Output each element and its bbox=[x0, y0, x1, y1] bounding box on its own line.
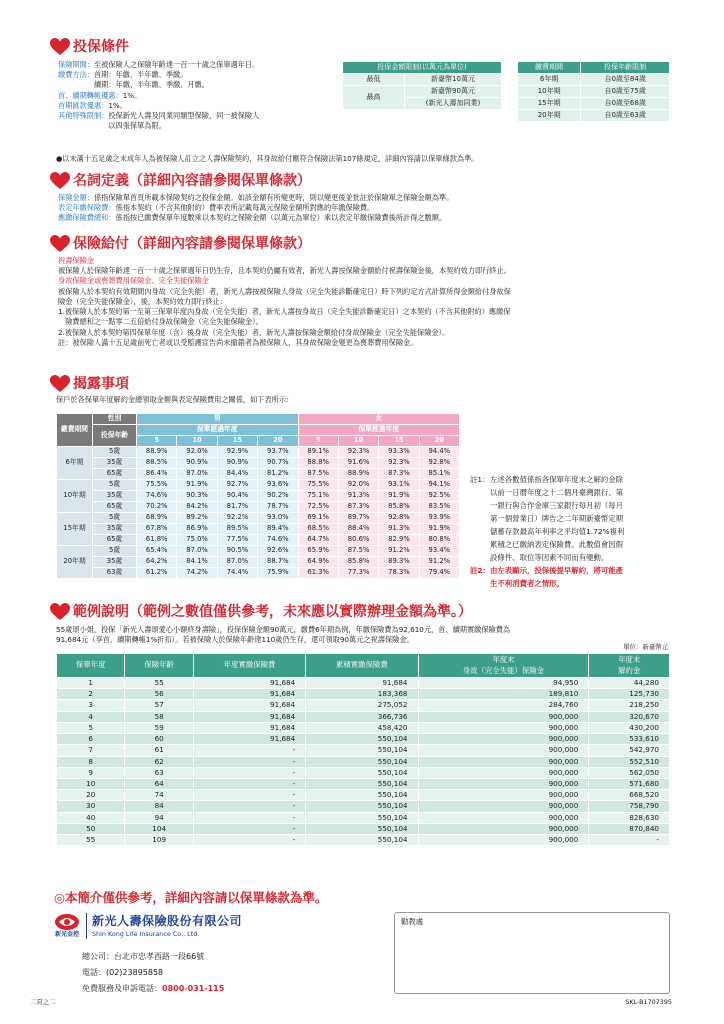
ratio-cell: 93.7% bbox=[258, 447, 298, 458]
ratio-cell: 93.1% bbox=[379, 480, 419, 491]
table-cell: 109 bbox=[125, 835, 193, 846]
ratio-cell: 74.4% bbox=[217, 568, 257, 579]
ratio-cell: 87.3% bbox=[379, 469, 419, 480]
ratio-cell: 61.2% bbox=[137, 568, 177, 579]
table-row bbox=[57, 711, 670, 722]
ratio-cell: 91.9% bbox=[379, 491, 419, 502]
ratio-cell: 91.9% bbox=[419, 524, 459, 535]
issue-age: 35歲 bbox=[93, 458, 137, 469]
ratio-cell: 87.0% bbox=[217, 557, 257, 568]
ratio-cell: 89.5% bbox=[217, 524, 257, 535]
heart-icon bbox=[50, 603, 70, 621]
distributor-box: 勸教處 bbox=[394, 912, 670, 994]
table-row bbox=[57, 535, 460, 546]
table-cell: 550,104 bbox=[306, 835, 418, 846]
table-cell: 900,000 bbox=[418, 801, 589, 812]
ratio-cell: 87.5% bbox=[298, 469, 338, 480]
table-row bbox=[57, 734, 670, 745]
ratio-cell: 89.3% bbox=[379, 557, 419, 568]
issue-age: 63歲 bbox=[93, 568, 137, 579]
ratio-cell: 86.4% bbox=[137, 469, 177, 480]
table-cell: 900,000 bbox=[418, 767, 589, 778]
table-cell: 900,000 bbox=[418, 756, 589, 767]
table-row bbox=[57, 447, 460, 458]
table-cell: 218,250 bbox=[589, 700, 670, 711]
ratio-cell: 92.7% bbox=[217, 480, 257, 491]
table-cell: 91,684 bbox=[193, 711, 305, 722]
table-cell: 189,810 bbox=[418, 689, 589, 700]
table-cell: 828,630 bbox=[589, 812, 670, 823]
ratio-cell: 84.4% bbox=[217, 469, 257, 480]
ratio-cell: 92.5% bbox=[419, 491, 459, 502]
table-cell: 900,000 bbox=[418, 778, 589, 789]
ratio-cell: 91.2% bbox=[379, 546, 419, 557]
ratio-cell: 85.1% bbox=[419, 469, 459, 480]
column-header: 保單年度 bbox=[57, 654, 125, 678]
ratio-cell: 77.5% bbox=[217, 535, 257, 546]
ratio-cell: 90.9% bbox=[177, 458, 217, 469]
conditions-list: 保險期間：至被保險人之保險年齡達一百一十歲之保單週年日。 繳費方法：首期：年繳、半年繳、季繳。 續期：年繳、半年繳、季繳、月繳。 首、續期轉帳優惠：1%。 首期匯款優惠：1%。 其他特殊限制：投保新光人壽及同業同類型保險，同一被保險人 以四張保單為限。 bbox=[58, 60, 260, 131]
ratio-cell: 65.4% bbox=[137, 546, 177, 557]
table-cell: 94,950 bbox=[418, 678, 589, 689]
issue-age: 65歲 bbox=[93, 469, 137, 480]
table-cell: 91,684 bbox=[306, 678, 418, 689]
ratio-cell: 77.3% bbox=[338, 568, 378, 579]
ratio-cell: 92.3% bbox=[379, 458, 419, 469]
table-cell: 900,000 bbox=[418, 812, 589, 823]
ratio-cell: 64.7% bbox=[298, 535, 338, 546]
ratio-cell: 84.1% bbox=[177, 557, 217, 568]
policy-year-header: 20 bbox=[419, 436, 459, 447]
example-table bbox=[56, 653, 670, 846]
ratio-cell: 81.7% bbox=[217, 502, 257, 513]
ratio-cell: 64.9% bbox=[298, 557, 338, 568]
table-cell: 900,000 bbox=[418, 823, 589, 834]
heart-icon bbox=[50, 235, 70, 253]
section-title: 保險給付（詳細內容請參閱保單條款） bbox=[50, 235, 672, 253]
payment-term: 6年期 bbox=[57, 447, 93, 480]
table-cell: 91,684 bbox=[193, 722, 305, 733]
ratio-cell: 88.5% bbox=[137, 458, 177, 469]
policy-year-header: 5 bbox=[298, 436, 338, 447]
column-header: 累積實繳保險費 bbox=[306, 654, 418, 678]
heart-icon bbox=[50, 172, 70, 190]
issue-age: 35歲 bbox=[93, 491, 137, 502]
disclosure-notes: 註1： 左述各數值係指各保單年度末之解約金除 以前一日曆年度之十二個月臺灣銀行、第 一銀行與合作金庫三家銀行每月初（每月 第一個營業日）牌告之二年期新臺幣定期 儲蓄存款最高年利率之平均值1.72%複利 累積之已繳納表定保險費。此數值會因假 設條件、取位等因素不同而有變動。 註2： 由左表顯示，投保後提早解約，將可能產 生不利消費者之情形。 bbox=[470, 475, 625, 588]
table-cell: - bbox=[193, 823, 305, 834]
ratio-cell: 93.9% bbox=[419, 513, 459, 524]
ratio-cell: 75.5% bbox=[298, 480, 338, 491]
table-cell: 30 bbox=[57, 801, 125, 812]
policy-year-header: 10 bbox=[338, 436, 378, 447]
ratio-cell: 80.8% bbox=[419, 535, 459, 546]
heart-icon bbox=[50, 375, 70, 393]
table-row bbox=[57, 745, 670, 756]
ratio-cell: 74.6% bbox=[258, 535, 298, 546]
table-cell: 10 bbox=[57, 778, 125, 789]
policy-year-header: 15 bbox=[217, 436, 257, 447]
table-row bbox=[57, 823, 670, 834]
ratio-cell: 90.9% bbox=[217, 458, 257, 469]
table-row bbox=[57, 458, 460, 469]
table-cell: 5 bbox=[57, 722, 125, 733]
table-row bbox=[57, 678, 670, 689]
table-cell: 50 bbox=[57, 823, 125, 834]
table-cell: 552,510 bbox=[589, 756, 670, 767]
table-cell: 74 bbox=[125, 790, 193, 801]
table-cell: 183,368 bbox=[306, 689, 418, 700]
ratio-cell: 88.9% bbox=[338, 469, 378, 480]
table-cell: 550,104 bbox=[306, 778, 418, 789]
ratio-cell: 75.9% bbox=[258, 568, 298, 579]
table-cell: 104 bbox=[125, 823, 193, 834]
ratio-cell: 88.4% bbox=[338, 524, 378, 535]
ratio-cell: 90.5% bbox=[217, 546, 257, 557]
ratio-cell: 89.1% bbox=[298, 447, 338, 458]
company-name: 新光人壽保險股份有限公司 bbox=[92, 914, 243, 929]
ratio-cell: 94.4% bbox=[419, 447, 459, 458]
payment-term: 10年期 bbox=[57, 480, 93, 513]
table-cell: 60 bbox=[125, 734, 193, 745]
table-cell: 57 bbox=[125, 700, 193, 711]
ratio-cell: 79.4% bbox=[419, 568, 459, 579]
section-title: 名詞定義（詳細內容請參閱保單條款） bbox=[50, 172, 672, 190]
ratio-cell: 78.7% bbox=[258, 502, 298, 513]
issue-age: 5歲 bbox=[93, 447, 137, 458]
table-cell: 91,684 bbox=[193, 734, 305, 745]
ratio-cell: 91.6% bbox=[338, 458, 378, 469]
table-cell: 900,000 bbox=[418, 734, 589, 745]
ratio-cell: 61.3% bbox=[298, 568, 338, 579]
table-cell: - bbox=[193, 745, 305, 756]
table-cell: 284,760 bbox=[418, 700, 589, 711]
table-cell: 8 bbox=[57, 756, 125, 767]
table-cell: 94 bbox=[125, 812, 193, 823]
ratio-cell: 74.2% bbox=[177, 568, 217, 579]
ratio-cell: 85.8% bbox=[338, 557, 378, 568]
table-cell: 900,000 bbox=[418, 790, 589, 801]
ratio-cell: 89.4% bbox=[258, 524, 298, 535]
payment-term: 15年期 bbox=[57, 513, 93, 546]
table-cell: 63 bbox=[125, 767, 193, 778]
company-logo: 新光金控 新光人壽保險股份有限公司 Shin Kong Life Insurance Co., Ltd. bbox=[54, 914, 243, 939]
table-cell: 64 bbox=[125, 778, 193, 789]
issue-age: 35歲 bbox=[93, 557, 137, 568]
issue-age: 5歲 bbox=[93, 513, 137, 524]
table-cell: 7 bbox=[57, 745, 125, 756]
benefits-text: 祝壽保險金 被保險人於保險年齡達一百一十歲之保單週年日仍生存，且本契約仍屬有效者，新光人壽按保險金額給付祝壽保險金後，本契約效力即行終止。 身故保險金或喪葬費用保險金、完全失能保險金 被保險人於本契約有效期間內身故（完全失能）者，新光人壽按被保險人身故（完全失能診斷確定日）時下列約定方式計算所得金額給付身故保 險金（完全失能保險金），後，本契約效力即行終止： 1.被保險人於本契約第一至第三保單年度內身故（完全失能）者，新光人壽按身故日（完全失能診斷確定日）之本契約（不含其他附約）應繳保 險費總和之一點零二五倍給付身故保險金（完全失能保險金）。 2.被保險人於本契約第四保單年度（含）後身故（完全失能）者，新光人壽按保險金額給付身故保險金（完全失能保險金）。 註：被保險人滿十五足歲前死亡者或以受監護宣告尚未撤銷者為被保險人，其身故保險金變更為喪葬費用保險金。 bbox=[58, 256, 511, 347]
ratio-cell: 93.0% bbox=[258, 513, 298, 524]
table-cell: 458,420 bbox=[306, 722, 418, 733]
ratio-cell: 74.6% bbox=[137, 491, 177, 502]
ratio-cell: 92.2% bbox=[217, 513, 257, 524]
ratio-cell: 92.3% bbox=[338, 447, 378, 458]
table-row bbox=[57, 491, 460, 502]
issue-age: 5歲 bbox=[93, 480, 137, 491]
section-application-conditions bbox=[50, 38, 672, 163]
table-cell: 870,840 bbox=[589, 823, 670, 834]
issue-age: 65歲 bbox=[93, 502, 137, 513]
note-1: 左述各數值係指各保單年度末之解約金除 以前一日曆年度之十二個月臺灣銀行、第 一銀行與合作金庫三家銀行每月初（每月 第一個營業日）牌告之二年期新臺幣定期 儲蓄存款最高年利率之平均值1.72%複利 累積之已繳納表定保險費。此數值會因假 設條件、取位等因素不同而有變動。 bbox=[490, 475, 625, 562]
note-2: 由左表顯示，投保後提早解約，將可能產 生不利消費者之情形。 bbox=[490, 566, 624, 588]
ratio-cell: 68.9% bbox=[137, 513, 177, 524]
section-title: 投保條件 bbox=[50, 38, 672, 56]
policy-year-header: 20 bbox=[258, 436, 298, 447]
sum-insured-limit-table: 投保金額限制(以萬元為單位) 最低 新臺幣10萬元 最高 新臺幣90萬元 (新光人壽加同業) bbox=[342, 61, 502, 110]
table-cell: 44,280 bbox=[589, 678, 670, 689]
ratio-cell: 91.3% bbox=[379, 524, 419, 535]
page-number: 二頁之二 bbox=[30, 998, 56, 1006]
table-cell: 3 bbox=[57, 700, 125, 711]
section-title: 揭露事項 bbox=[50, 375, 672, 393]
ratio-cell: 89.7% bbox=[338, 513, 378, 524]
table-cell: 84 bbox=[125, 801, 193, 812]
table-cell: - bbox=[193, 790, 305, 801]
table-row bbox=[57, 756, 670, 767]
column-header: 年度末 身故（完全失能）保險金 bbox=[418, 654, 589, 678]
table-cell: 59 bbox=[125, 722, 193, 733]
table-row bbox=[57, 513, 460, 524]
column-header: 年度實繳保險費 bbox=[193, 654, 305, 678]
policy-year-header: 10 bbox=[177, 436, 217, 447]
table-cell: 320,670 bbox=[589, 711, 670, 722]
payment-term: 20年期 bbox=[57, 546, 93, 579]
ratio-cell: 91.2% bbox=[419, 557, 459, 568]
table-cell: 900,000 bbox=[418, 745, 589, 756]
table-cell: 9 bbox=[57, 767, 125, 778]
ratio-cell: 75.0% bbox=[177, 535, 217, 546]
table-cell: - bbox=[193, 801, 305, 812]
table-cell: 366,736 bbox=[306, 711, 418, 722]
table-cell: 550,104 bbox=[306, 756, 418, 767]
ratio-cell: 91.3% bbox=[338, 491, 378, 502]
table-cell: - bbox=[193, 835, 305, 846]
table-row bbox=[57, 700, 670, 711]
table-cell: 550,104 bbox=[306, 812, 418, 823]
table-cell: 2 bbox=[57, 689, 125, 700]
disclosure-intro: 保戶於各保單年度解約金總領取金額與表定保險費用之關係，如下表所示： bbox=[56, 395, 294, 404]
ratio-cell: 67.8% bbox=[137, 524, 177, 535]
minor-note: ●以未滿十五足歲之未成年人為被保險人訂立之人壽保險契約，其身故給付應符合保險法第107條規定，詳細內容請以保單條款為準。 bbox=[56, 154, 479, 163]
table-cell: - bbox=[589, 835, 670, 846]
ratio-cell: 87.5% bbox=[338, 546, 378, 557]
ratio-cell: 92.8% bbox=[379, 513, 419, 524]
ratio-cell: 82.9% bbox=[379, 535, 419, 546]
ratio-cell: 64.2% bbox=[137, 557, 177, 568]
table-cell: 758,790 bbox=[589, 801, 670, 812]
ratio-cell: 81.2% bbox=[258, 469, 298, 480]
ratio-cell: 90.7% bbox=[258, 458, 298, 469]
table-cell: 55 bbox=[125, 678, 193, 689]
ratio-cell: 86.9% bbox=[177, 524, 217, 535]
table-cell: 91,684 bbox=[193, 689, 305, 700]
issue-age: 35歲 bbox=[93, 524, 137, 535]
company-name-en: Shin Kong Life Insurance Co., Ltd. bbox=[92, 930, 200, 939]
table-cell: 550,104 bbox=[306, 734, 418, 745]
section-title: 範例說明（範例之數值僅供參考，未來應以實際辦理金額為準。） bbox=[50, 603, 672, 621]
section-definitions bbox=[50, 172, 672, 224]
table-cell: 125,730 bbox=[589, 689, 670, 700]
table-row bbox=[57, 801, 670, 812]
table-cell: 20 bbox=[57, 790, 125, 801]
table-cell: - bbox=[193, 756, 305, 767]
ratio-cell: 87.3% bbox=[338, 502, 378, 513]
table-cell: - bbox=[193, 812, 305, 823]
ratio-cell: 61.8% bbox=[137, 535, 177, 546]
table-cell: 533,610 bbox=[589, 734, 670, 745]
ratio-cell: 80.6% bbox=[338, 535, 378, 546]
table-cell: 562,050 bbox=[589, 767, 670, 778]
table-cell: 900,000 bbox=[418, 835, 589, 846]
table-cell: 6 bbox=[57, 734, 125, 745]
table-cell: 55 bbox=[57, 835, 125, 846]
ratio-cell: 90.2% bbox=[258, 491, 298, 502]
section-example bbox=[50, 603, 672, 845]
definitions-list: 保險金額：係指保險單首頁所載本保險契約之投保金額。如該金額有所變更時，則以變更後並批註於保險單之保險金額為準。 表定年繳保險費：係指本契約（不含其他附約）費率表所記載每萬元保險金額所對應的年繳保險費。 應繳保險費總和：係指按已繳費保單年度數乘以本契約之保險金額（以萬元為單位）乘以表定年繳保險費後所計得之數額。 bbox=[58, 193, 454, 223]
table-cell: 56 bbox=[125, 689, 193, 700]
ratio-cell: 72.5% bbox=[298, 502, 338, 513]
ratio-cell: 75.1% bbox=[298, 491, 338, 502]
contact-info: 總公司：台北市忠孝西路一段66號 電話：(02)23895858 免費服務及申訴電話：0800-031-115 bbox=[82, 952, 225, 993]
table-cell: 40 bbox=[57, 812, 125, 823]
ratio-cell: 69.1% bbox=[298, 513, 338, 524]
ratio-cell: 94.1% bbox=[419, 480, 459, 491]
table-cell: 900,000 bbox=[418, 722, 589, 733]
table-cell: - bbox=[193, 767, 305, 778]
table-row bbox=[57, 767, 670, 778]
column-header: 年度末 解約金 bbox=[589, 654, 670, 678]
table-row bbox=[57, 778, 670, 789]
unit-label: 單位：新臺幣元 bbox=[623, 643, 668, 651]
table-cell: 91,684 bbox=[193, 678, 305, 689]
ratio-cell: 70.2% bbox=[137, 502, 177, 513]
table-cell: 275,052 bbox=[306, 700, 418, 711]
ratio-cell: 89.2% bbox=[177, 513, 217, 524]
ratio-cell: 91.9% bbox=[177, 480, 217, 491]
table-cell: 91,684 bbox=[193, 700, 305, 711]
ratio-cell: 65.9% bbox=[298, 546, 338, 557]
section-benefits bbox=[50, 235, 672, 348]
table-row bbox=[57, 524, 460, 535]
table-row bbox=[57, 502, 460, 513]
policy-year-header: 5 bbox=[137, 436, 177, 447]
ratio-cell: 87.0% bbox=[177, 546, 217, 557]
heart-icon bbox=[50, 38, 70, 56]
document-code: SKL-B1707395 bbox=[625, 998, 672, 1006]
surrender-ratio-table: 繳費期間 性別 男 女 投保年齡 保單經過年度 保單經過年度 5 10 15 20 5 10 15 20 6年期 5歲 88.9% 92.0% 92.9% 93.7% 89.1% 92.3% 93.3% 94.4% 35歲 88.5% 90.9% 90.9% 90.7% 88.8% 91.6% 92.3% 92.8% 65歲 86.4% 87.0% 84.4% 81.2% 87.5% 88.9% 87.3% 85.1% 10年期 5歲 75.5% 91.9% 92.7% 93.6% 75.5% 92.0% 93.1% 94.1% 35歲 74.6% 90.3% 90.4% 90.2% 75.1% 91.3% 91.9% 92.5% 65歲 70.2% 84.2% 81.7% 78.7% 72.5% 87.3% 85.8% 83.5% 15年期 5歲 68.9% 89.2% 92.2% 93.0% 69.1% 89.7% 92.8% 93.9% 35歲 67.8% 86.9% 89.5% 89.4% 68.5% 88.4% 91.3% 91.9% 65歲 61.8% 75.0% 77.5% 74.6% 64.7% 80.6% 82.9% 80.8% 20年期 5歲 65.4% 87.0% 90.5% 92.6% 65.9% 87.5% 91.2% 93.4% 35歲 64.2% 84.1% 87.0% 88.7% 64.9% 85.8% 89.3% 91.2% 63歲 61.2% 74.2% 74.4% 75.9% 61.3% 77.3% 78.3% 79.4% bbox=[56, 413, 460, 579]
ratio-cell: 85.8% bbox=[379, 502, 419, 513]
table-cell: 62 bbox=[125, 756, 193, 767]
table-cell: 550,104 bbox=[306, 823, 418, 834]
table-cell: 550,104 bbox=[306, 745, 418, 756]
policy-year-header: 15 bbox=[379, 436, 419, 447]
table-cell: 542,970 bbox=[589, 745, 670, 756]
ratio-cell: 84.2% bbox=[177, 502, 217, 513]
column-header: 保險年齡 bbox=[125, 654, 193, 678]
ratio-cell: 90.3% bbox=[177, 491, 217, 502]
table-cell: 550,104 bbox=[306, 801, 418, 812]
ratio-cell: 90.4% bbox=[217, 491, 257, 502]
ratio-cell: 93.6% bbox=[258, 480, 298, 491]
table-cell: 58 bbox=[125, 711, 193, 722]
table-row bbox=[57, 480, 460, 491]
table-row bbox=[57, 812, 670, 823]
table-cell: 900,000 bbox=[418, 711, 589, 722]
ratio-cell: 92.8% bbox=[419, 458, 459, 469]
ratio-cell: 68.5% bbox=[298, 524, 338, 535]
ratio-cell: 92.0% bbox=[177, 447, 217, 458]
ratio-cell: 88.9% bbox=[137, 447, 177, 458]
table-row bbox=[57, 722, 670, 733]
ratio-cell: 88.7% bbox=[258, 557, 298, 568]
ratio-cell: 92.6% bbox=[258, 546, 298, 557]
table-cell: 571,680 bbox=[589, 778, 670, 789]
example-description: 55歲頌小姐，投保「新光人壽頌愛心小額終身壽險」，投保保險金額90萬元，繳費6年期為例，年繳保險費為92,610元，首、續期實繳保險費為 91,684元（享首、續期轉帳1%折扣）。若被保險人於保險年齡達110歲仍生存，還可領取90萬元之祝壽保險金。 bbox=[56, 625, 511, 645]
shin-kong-logo-icon bbox=[54, 913, 80, 931]
section-disclosure bbox=[50, 375, 672, 588]
ratio-cell: 78.3% bbox=[379, 568, 419, 579]
table-row bbox=[57, 557, 460, 568]
issue-age: 5歲 bbox=[93, 546, 137, 557]
table-cell: 668,520 bbox=[589, 790, 670, 801]
table-cell: 430,200 bbox=[589, 722, 670, 733]
hotline-number[interactable]: 0800-031-115 bbox=[162, 984, 225, 993]
table-row bbox=[57, 469, 460, 480]
table-cell: 1 bbox=[57, 678, 125, 689]
ratio-cell: 93.3% bbox=[379, 447, 419, 458]
issue-age: 65歲 bbox=[93, 535, 137, 546]
ratio-cell: 87.0% bbox=[177, 469, 217, 480]
ratio-cell: 75.5% bbox=[137, 480, 177, 491]
ratio-cell: 88.8% bbox=[298, 458, 338, 469]
table-cell: - bbox=[193, 778, 305, 789]
ratio-cell: 92.0% bbox=[338, 480, 378, 491]
ratio-cell: 83.5% bbox=[419, 502, 459, 513]
table-row bbox=[57, 790, 670, 801]
disclaimer: ◎本簡介僅供參考，詳細內容請以保單條款為準。 bbox=[54, 890, 328, 905]
ratio-cell: 93.4% bbox=[419, 546, 459, 557]
table-row bbox=[57, 835, 670, 846]
table-cell: 4 bbox=[57, 711, 125, 722]
table-cell: 550,104 bbox=[306, 790, 418, 801]
table-cell: 550,104 bbox=[306, 767, 418, 778]
table-cell: 61 bbox=[125, 745, 193, 756]
table-row bbox=[57, 546, 460, 557]
table-row bbox=[57, 568, 460, 579]
age-limit-table: 繳費期間 投保年齡限制 6年期 自0歲至84歲 10年期 自0歲至75歲 15年期 自0歲至68歲 20年期 自0歲至63歲 bbox=[517, 61, 670, 122]
table-row bbox=[57, 689, 670, 700]
ratio-cell: 92.9% bbox=[217, 447, 257, 458]
